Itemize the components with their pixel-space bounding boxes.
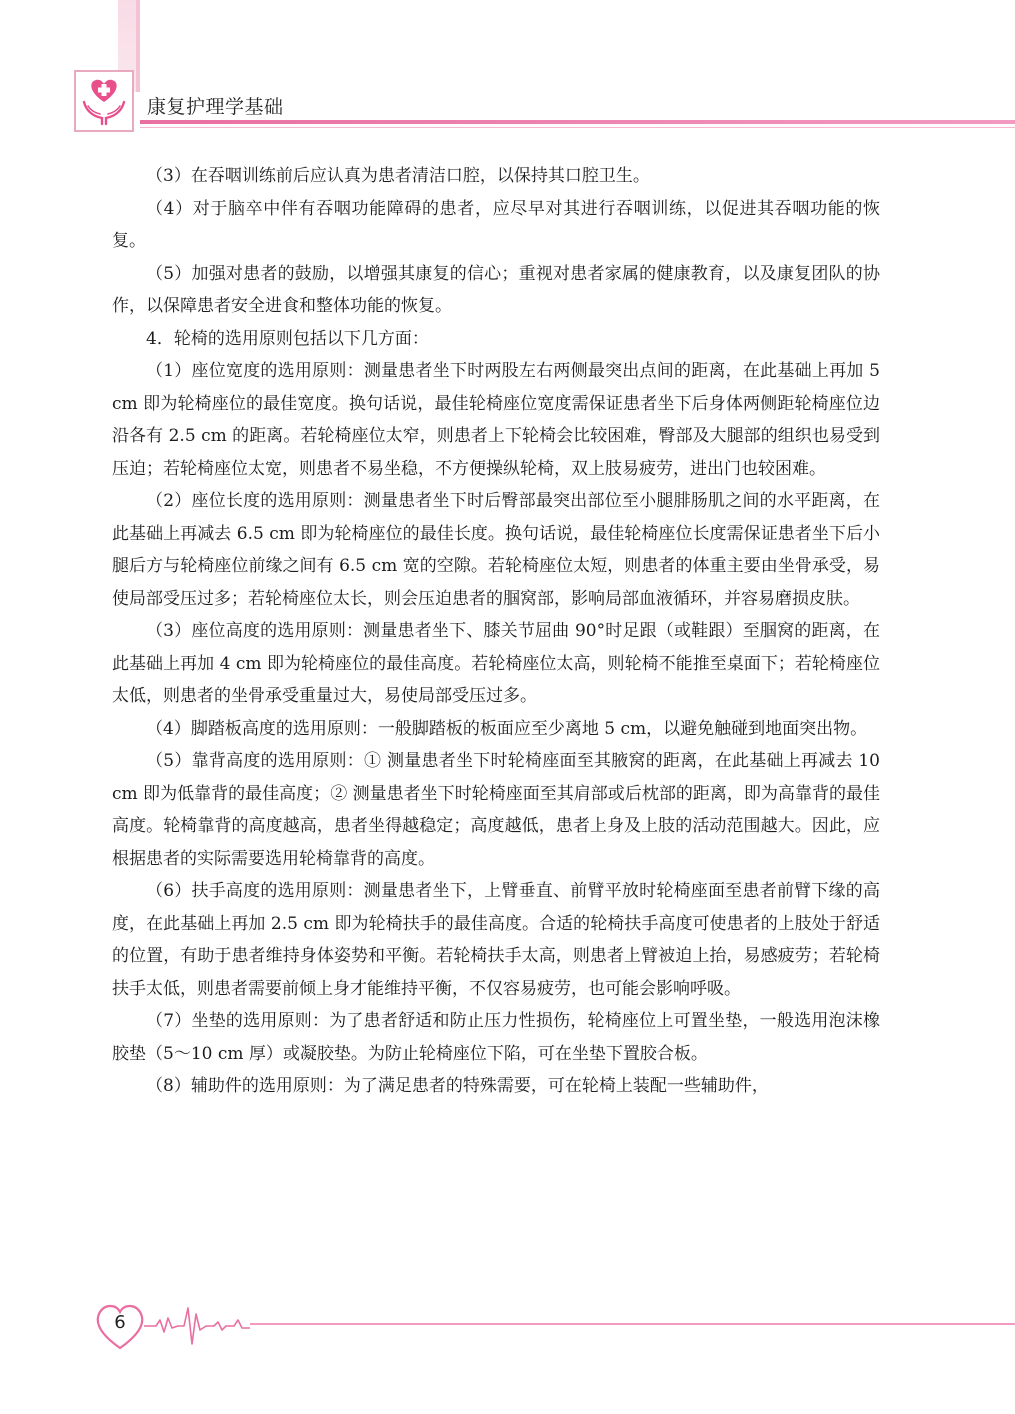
- header-logo-box: [74, 70, 134, 132]
- header-band-edge: [136, 0, 140, 92]
- heart-hands-icon: [76, 72, 132, 130]
- paragraph: （4）对于脑卒中伴有吞咽功能障碍的患者，应尽早对其进行吞咽训练，以促进其吞咽功能的恢复。: [112, 198, 880, 251]
- book-title: 康复护理学基础: [147, 96, 284, 118]
- paragraph: （7）坐垫的选用原则：为了患者舒适和防止压力性损伤，轮椅座位上可置坐垫，一般选用泡沫橡胶垫（5～10 cm 厚）或凝胶垫。为防止轮椅座位下陷，可在坐垫下置胶合板。: [112, 1011, 880, 1064]
- paragraph: （3）座位高度的选用原则：测量患者坐下、膝关节屈曲 90°时足跟（或鞋跟）至腘窝的距离，在此基础上再加 4 cm 即为轮椅座位的最佳高度。若轮椅座位太高，则轮椅不能推至桌面下；若轮椅座位太低，则患者的坐骨承受重量过大，易使局部受压过多。: [112, 621, 880, 706]
- heartbeat-line-icon: [144, 1308, 250, 1344]
- page-number: 6: [114, 1312, 126, 1333]
- paragraph: （4）脚踏板高度的选用原则：一般脚踏板的板面应至少离地 5 cm，以避免触碰到地面突出物。: [146, 718, 868, 739]
- paragraph: （6）扶手高度的选用原则：测量患者坐下，上臂垂直、前臂平放时轮椅座面至患者前臂下缘的高度，在此基础上再加 2.5 cm 即为轮椅扶手的最佳高度。合适的轮椅扶手高度可使患者的上肢处于舒适的位置，有助于患者维持身体姿势和平衡。若轮椅扶手太高，则患者上臂被迫上抬，易感疲劳；若轮椅扶手太低，则患者需要前倾上身才能维持平衡，不仅容易疲劳，也可能会影响呼吸。: [112, 881, 880, 999]
- body-text: [112, 160, 880, 1103]
- paragraph: （3）在吞咽训练前后应认真为患者清洁口腔，以保持其口腔卫生。: [146, 166, 650, 186]
- paragraph: （8）辅助件的选用原则：为了满足患者的特殊需要，可在轮椅上装配一些辅助件，: [146, 1076, 769, 1096]
- header-rule: [140, 120, 1015, 124]
- paragraph: （1）座位宽度的选用原则：测量患者坐下时两股左右两侧最突出点间的距离，在此基础上再加 5 cm 即为轮椅座位的最佳宽度。换句话说，最佳轮椅座位宽度需保证患者坐下后身体两侧距轮椅座位边沿各有 2.5 cm 的距离。若轮椅座位太窄，则患者上下轮椅会比较困难，臀部及大腿部的组织也易受到压迫；若轮椅座位太宽，则患者不易坐稳，不方便操纵轮椅，双上肢易疲劳，进出门也较困难。: [112, 361, 880, 479]
- footer-rule: [250, 1323, 1015, 1325]
- paragraph: 4．轮椅的选用原则包括以下几方面：: [146, 328, 429, 349]
- paragraph: （2）座位长度的选用原则：测量患者坐下时后臀部最突出部位至小腿腓肠肌之间的水平距离，在此基础上再减去 6.5 cm 即为轮椅座位的最佳长度。换句话说，最佳轮椅座位长度需保证患者坐下后小腿后方与轮椅座位前缘之间有 6.5 cm 宽的空隙。若轮椅座位太短，则患者的体重主要由坐骨承受，易使局部受压过多；若轮椅座位太长，则会压迫患者的腘窝部，影响局部血液循环，并容易磨损皮肤。: [112, 491, 880, 609]
- paragraph: （5）靠背高度的选用原则：① 测量患者坐下时轮椅座面至其腋窝的距离，在此基础上再减去 10 cm 即为低靠背的最佳高度；② 测量患者坐下时轮椅座面至其肩部或后枕部的距离，即为高靠背的最佳高度。轮椅靠背的高度越高，患者坐得越稳定；高度越低，患者上身及上肢的活动范围越大。因此，应根据患者的实际需要选用轮椅靠背的高度。: [112, 751, 880, 869]
- header-rule-thin: [140, 127, 1015, 128]
- paragraph: （5）加强对患者的鼓励，以增强其康复的信心；重视对患者家属的健康教育，以及康复团队的协作，以保障患者安全进食和整体功能的恢复。: [112, 263, 880, 316]
